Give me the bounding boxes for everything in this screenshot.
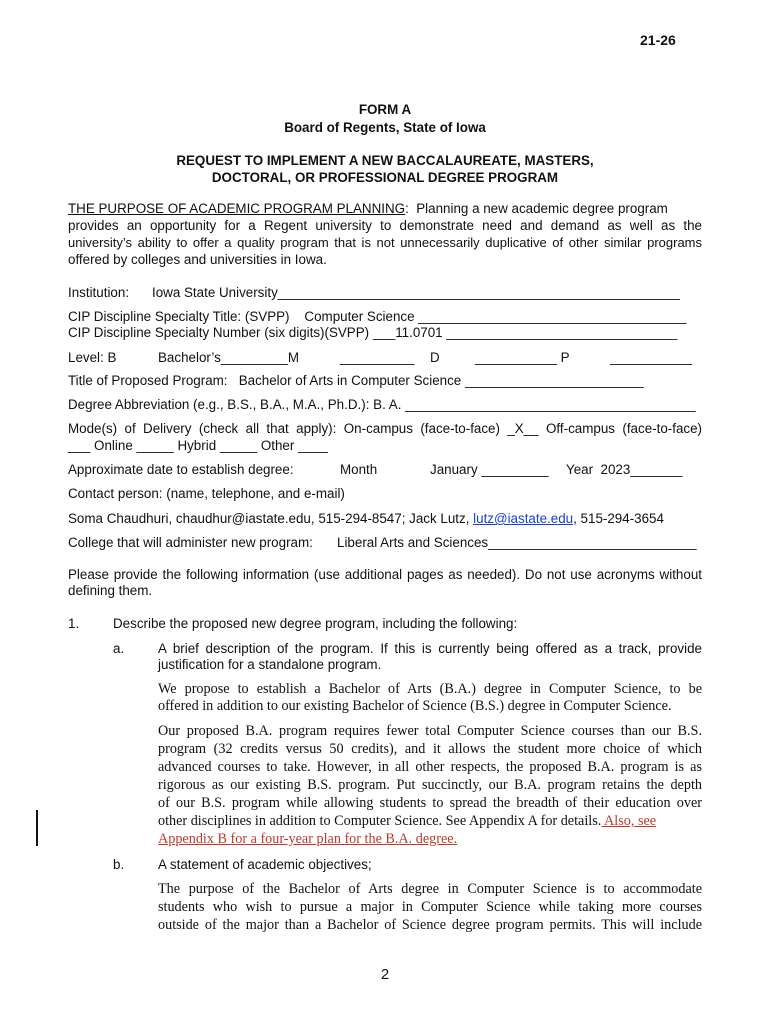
page-number: 2 [380, 966, 390, 983]
cip-number-value: 11.0701 [395, 325, 443, 340]
item-a-line1: A brief description of the program. If this is currently being offered as a track, provide [158, 641, 702, 656]
purpose-line4: offered by colleges and universities in Iowa. [68, 252, 327, 267]
level-bachelors: Bachelor’s [158, 350, 221, 365]
tracked-insertion-line2: Appendix B for a four-year plan for the B.A. degree. [158, 831, 458, 847]
purpose-line1: THE PURPOSE OF ACADEMIC PROGRAM PLANNING: Planning a new academic degree program [68, 201, 668, 216]
item-a-p2-line6-text: other disciplines in addition to Computer Science. See Appendix A for details. [158, 813, 602, 829]
purpose-heading: THE PURPOSE OF ACADEMIC PROGRAM PLANNING [68, 201, 406, 216]
college-row: Liberal Arts and Sciences____________________________ [337, 535, 697, 550]
program-title-label: Title of Proposed Program: [68, 373, 228, 388]
form-title: FORM A [358, 102, 412, 117]
purpose-line2: provides an opportunity for a Regent university to demonstrate need and demand as well as the [68, 218, 702, 233]
level-blank-m: __________ [340, 350, 415, 365]
program-title-value: Bachelor of Arts in Computer Science [238, 373, 462, 388]
purpose-line3: university’s ability to offer a quality program that is not unnecessarily duplicative of other similar programs [68, 235, 702, 250]
abbrev-label: Degree Abbreviation (e.g., B.S., B.A., M.A., Ph.D.): [68, 397, 370, 412]
level-bachelors-row: Bachelor’s_________M [158, 350, 299, 365]
item-a-p1-line1: We propose to establish a Bachelor of Arts (B.A.) degree in Computer Science, to be [158, 681, 702, 697]
item-b-letter: b. [113, 857, 125, 872]
level-label: Level: [68, 350, 104, 365]
level-row-start [68, 350, 116, 365]
cip-title-label: CIP Discipline Specialty Title: (SVPP) [68, 309, 290, 324]
item-a-p1-line2: offered in addition to our existing Bachelor of Science (B.S.) degree in Computer Science. [158, 698, 672, 714]
date-month-value: January [430, 462, 478, 477]
abbrev-row: Degree Abbreviation (e.g., B.S., B.A., M.A., Ph.D.): B. A. _______________________________________ [68, 397, 696, 412]
cip-number-row: CIP Discipline Specialty Number (six digits)(SVPP) ___11.0701 _______________________________ [68, 325, 678, 340]
institution-label: Institution: [68, 285, 130, 300]
date-month-row: January _________ [430, 462, 549, 477]
item-b-p1-line1: The purpose of the Bachelor of Arts degree in Computer Science is to accommodate [158, 881, 702, 897]
instructions-line2: defining them. [68, 583, 153, 598]
item-a-p2-line1: Our proposed B.A. program requires fewer total Computer Science courses than our B.S. [158, 723, 702, 739]
request-title-line1: REQUEST TO IMPLEMENT A NEW BACCALAUREATE, MASTERS, [176, 153, 594, 168]
college-value: Liberal Arts and Sciences [337, 535, 489, 550]
section1-text: Describe the proposed new degree program, including the following: [113, 616, 518, 631]
item-a-p2-line4: rigorous as our existing B.S. program. Put succinctly, our B.A. program retains the depth [158, 777, 702, 793]
date-year-label: Year [566, 462, 594, 477]
contact-label: Contact person: (name, telephone, and e-mail) [68, 486, 345, 501]
abbrev-value: B. A. [373, 397, 402, 412]
cip-title-row: CIP Discipline Specialty Title: (SVPP) Computer Science ____________________________________ [68, 309, 687, 324]
item-a-p2-line2: program (32 credits versus 50 credits), and it allows the student more choice of which [158, 741, 702, 757]
tracked-insertion: Also, see [601, 813, 657, 829]
level-blank-p: ___________ [610, 350, 692, 365]
delivery-line1: Mode(s) of Delivery (check all that apply): On-campus (face-to-face) _X__ Off-campus (face-to-face) [68, 421, 702, 436]
level-p: P [560, 350, 570, 365]
change-bar [36, 810, 38, 846]
level-m: M [287, 350, 299, 365]
date-label: Approximate date to establish degree: [68, 462, 294, 477]
item-a-p2-line3: advanced courses to take. However, in all other respects, the proposed B.A. program is as [158, 759, 702, 775]
level-b: B [107, 350, 117, 365]
form-number: 21-26 [640, 32, 676, 48]
item-b-text: A statement of academic objectives; [158, 857, 372, 872]
college-label: College that will administer new program: [68, 535, 313, 550]
delivery-line2: ___ Online _____ Hybrid _____ Other ____ [68, 438, 328, 453]
cip-number-label: CIP Discipline Specialty Number (six digits)(SVPP) [68, 325, 370, 340]
request-title-line2: DOCTORAL, OR PROFESSIONAL DEGREE PROGRAM [211, 170, 559, 185]
item-a-letter: a. [113, 641, 125, 656]
section1-number: 1. [68, 616, 80, 631]
item-b-p1-line2: students who wish to pursue a major in Computer Science while taking more courses [158, 899, 702, 915]
item-a-p2-line5: of our B.S. program while allowing students to spread the breadth of their education over [158, 795, 702, 811]
contact-text-1: Soma Chaudhuri, chaudhur@iastate.edu, 515-294-8547; Jack Lutz, [68, 511, 474, 526]
institution-value: Iowa State University [152, 285, 278, 300]
level-d-blank-row: ___________ P [475, 350, 570, 365]
level-d: D [430, 350, 440, 365]
board-title: Board of Regents, State of Iowa [284, 120, 486, 135]
contact-text-2: , 515-294-3654 [573, 511, 664, 526]
instructions-line1: Please provide the following information (use additional pages as needed). Do not use acronyms without [68, 567, 702, 582]
program-title-row: Title of Proposed Program: Bachelor of Arts in Computer Science ________________________ [68, 373, 644, 388]
date-year-value: 2023 [600, 462, 631, 477]
date-year-row: Year 2023_______ [566, 462, 683, 477]
purpose-line1-text: Planning a new academic degree program [416, 201, 668, 216]
contact-email-link[interactable]: lutz@iastate.edu [473, 511, 574, 526]
date-month-label: Month [340, 462, 378, 477]
institution-row: Iowa State University______________________________________________________ [152, 285, 680, 300]
item-a-line2: justification for a standalone program. [158, 657, 382, 672]
cip-title-value: Computer Science [304, 309, 415, 324]
item-b-p1-line3: outside of the major than a Bachelor of Science degree program permits. This will include [158, 917, 702, 933]
item-a-p2-line6 [158, 813, 656, 830]
contact-row [68, 511, 664, 526]
